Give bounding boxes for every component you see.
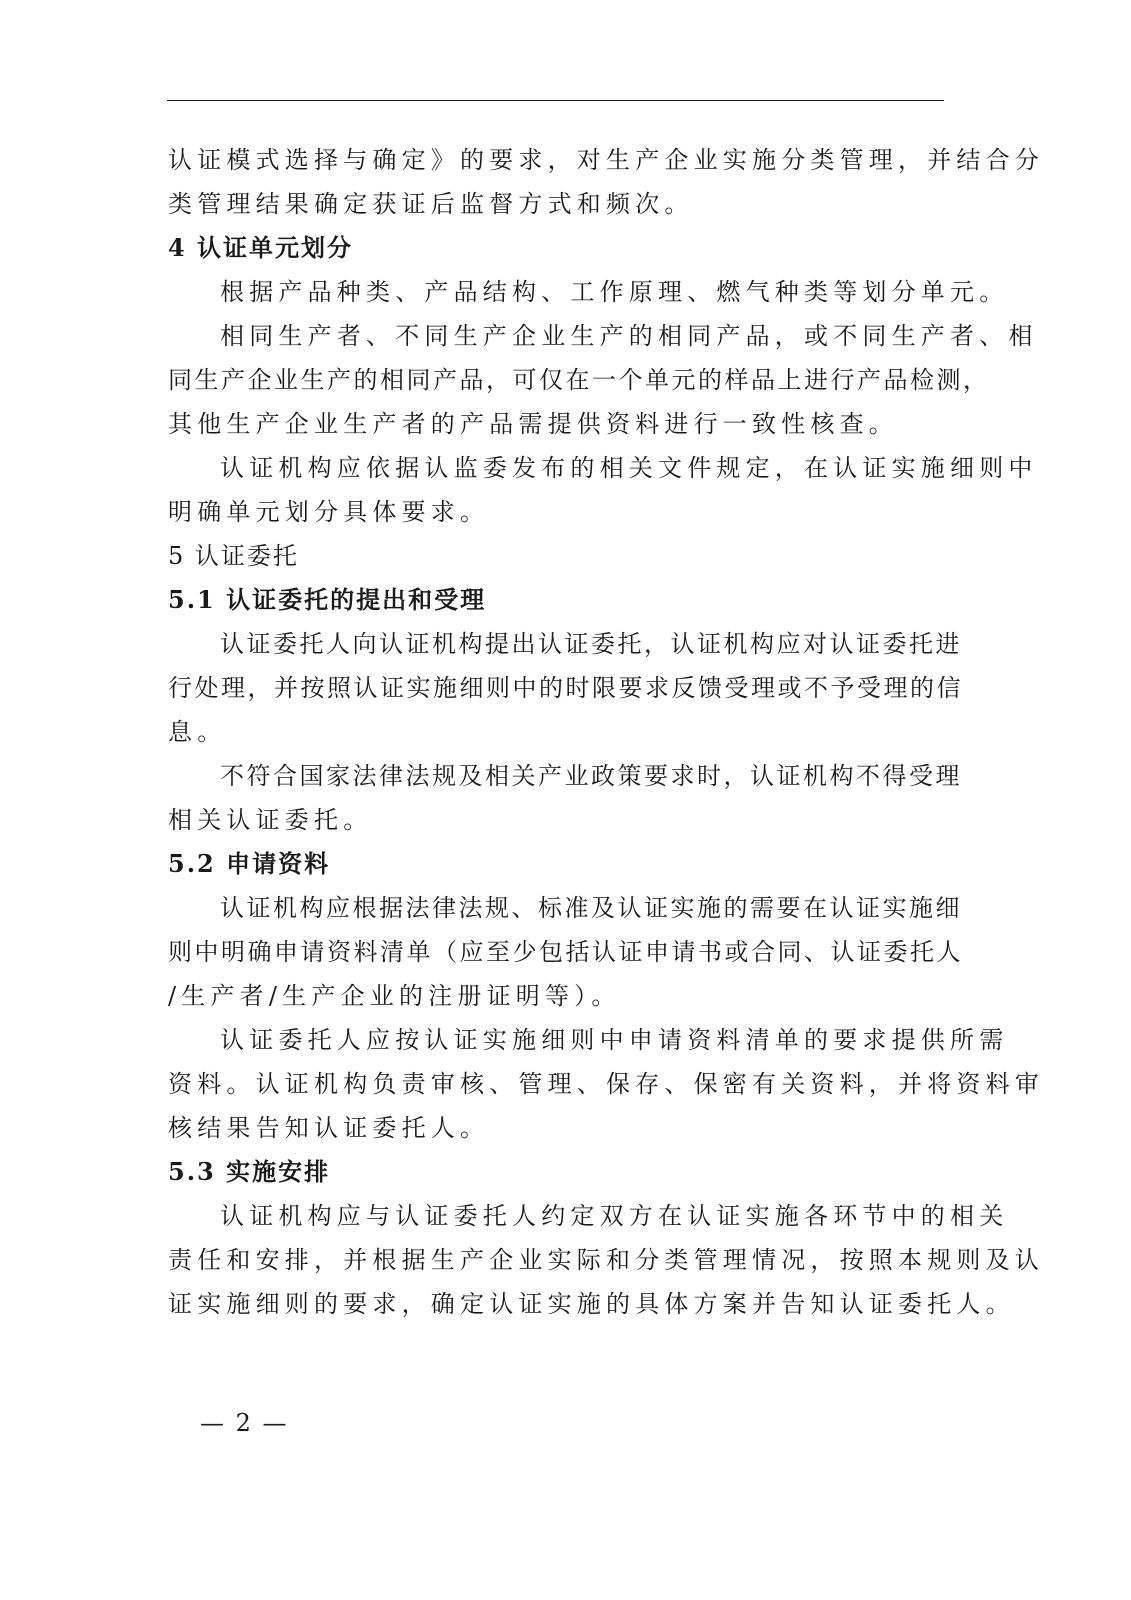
paragraph-line: 则中明确申请资料清单（应至少包括认证申请书或合同、认证委托人 [168, 938, 963, 966]
section-heading: 4 认证单元划分 [168, 233, 354, 262]
paragraph-line: 息。 [168, 718, 227, 746]
paragraph-line: 认证机构应依据认监委发布的相关文件规定，在认证实施细则中 [220, 454, 1038, 482]
paragraph-line: 同生产企业生产的相同产品，可仅在一个单元的样品上进行产品检测， [168, 366, 990, 394]
paragraph-line: /生产者/生产企业的注册证明等）。 [168, 982, 621, 1010]
paragraph-line: 认证委托人应按认证实施细则中申请资料清单的要求提供所需 [220, 1026, 1009, 1054]
paragraph-line: 明确单元划分具体要求。 [168, 498, 490, 526]
paragraph-line: 责任和安排，并根据生产企业实际和分类管理情况，按照本规则及认 [168, 1246, 1044, 1274]
paragraph-line: 相关认证委托。 [168, 806, 373, 834]
paragraph-line: 不符合国家法律法规及相关产业政策要求时，认证机构不得受理 [220, 762, 962, 790]
paragraph-line: 证实施细则的要求，确定认证实施的具体方案并告知认证委托人。 [168, 1290, 1015, 1318]
subsection-heading: 5.2 申请资料 [168, 849, 331, 878]
paragraph-line: 行处理，并按照认证实施细则中的时限要求反馈受理或不予受理的信 [168, 674, 963, 702]
page-number: — 2 — [200, 1409, 289, 1437]
paragraph-line: 根据产品种类、产品结构、工作原理、燃气种类等划分单元。 [220, 278, 1009, 306]
section-heading: 5 认证委托 [168, 542, 299, 570]
subsection-heading: 5.1 认证委托的提出和受理 [168, 585, 487, 614]
paragraph-line: 相同生产者、不同生产企业生产的相同产品，或不同生产者、相 [220, 322, 1038, 350]
subsection-heading: 5.3 实施安排 [168, 1157, 331, 1186]
header-rule [167, 100, 944, 101]
document-body [168, 138, 1044, 1326]
paragraph-line: 资料。认证机构负责审核、管理、保存、保密有关资料，并将资料审 [168, 1070, 1044, 1098]
paragraph-line: 其他生产企业生产者的产品需提供资料进行一致性核查。 [168, 410, 898, 438]
paragraph-line: 核结果告知认证委托人。 [168, 1114, 490, 1142]
paragraph-line: 认证机构应与认证委托人约定双方在认证实施各环节中的相关 [220, 1202, 1009, 1230]
paragraph-line: 类管理结果确定获证后监督方式和频次。 [168, 190, 694, 218]
paragraph-line: 认证委托人向认证机构提出认证委托，认证机构应对认证委托进 [220, 630, 962, 658]
paragraph-line: 认证机构应根据法律法规、标准及认证实施的需要在认证实施细 [220, 894, 962, 922]
paragraph-line: 认证模式选择与确定》的要求，对生产企业实施分类管理，并结合分 [168, 146, 1044, 174]
